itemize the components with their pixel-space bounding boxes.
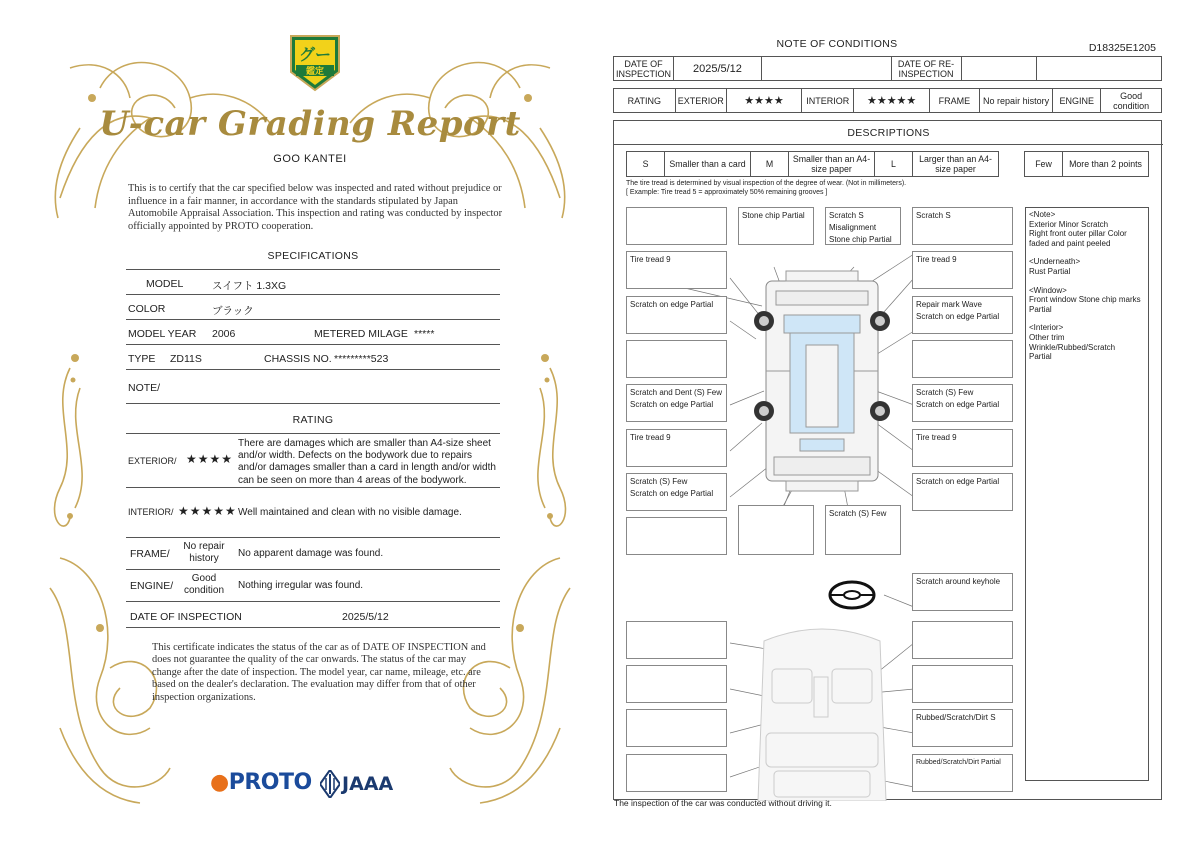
spec-row-note (126, 370, 500, 404)
exterior-label: EXTERIOR (675, 89, 726, 113)
legend-l-desc: Larger than an A4-size paper (913, 152, 999, 177)
interior-box-empty (912, 621, 1013, 659)
engine-label: ENGINE/ (130, 580, 174, 592)
damage-box-right-edge: Scratch on edge Partial (912, 473, 1013, 511)
certificate-intro: This is to certify that the car specified below was inspected and rated without prejudice or influence in a fair manner, in accordance with the standards stipulated by Japan Automobile Appraisal Association. This inspection and rating was conducted by inspector officially appointed by PROTO cooperation. (128, 183, 503, 232)
report-subtitle: GOO KANTEI (273, 153, 347, 165)
rating-divider (126, 418, 500, 434)
goo-kantei-badge-icon (287, 32, 343, 94)
interior-label: INTERIOR (802, 89, 854, 113)
underneath-section (1029, 257, 1145, 276)
metered-mileage-value: ***** (414, 328, 435, 340)
underneath-heading: <Underneath> (1029, 257, 1081, 267)
interior-box-rubbed-1: Rubbed/Scratch/Dirt S (912, 709, 1013, 747)
damage-box-empty (912, 340, 1013, 378)
interior-box-empty (626, 754, 727, 792)
engine-value: Good condition (1101, 89, 1162, 113)
note-title: NOTE OF CONDITIONS (776, 38, 898, 50)
date-of-inspection-label: DATE OF INSPECTION (130, 611, 242, 623)
steering-wheel-icon (830, 582, 874, 608)
legend-m-desc: Smaller than an A4-size paper (789, 152, 875, 177)
damage-box-left-rear-tire: Tire tread 9 (626, 429, 727, 467)
legend-m: M (751, 152, 789, 177)
damage-box-empty (626, 517, 727, 555)
interior-box-rubbed-2: Rubbed/Scratch/Dirt Partial (912, 754, 1013, 792)
spec-row-year (126, 320, 500, 345)
exterior-stars: ★★★★ (726, 89, 802, 113)
exterior-stars: ★★★★ (186, 452, 234, 466)
inspection-dates-table (613, 56, 1162, 81)
inspection-disclaimer: The inspection of the car was conducted without driving it. (614, 798, 832, 808)
date-inspection-value: 2025/5/12 (674, 57, 762, 81)
date-inspection-label: DATE OF INSPECTION (614, 57, 674, 81)
legend-few-desc: More than 2 points (1063, 152, 1149, 177)
note-label: NOTE/ (128, 382, 161, 394)
frame-value: No repair history (183, 541, 225, 565)
interior-box-empty (626, 621, 727, 659)
frame-description: No apparent damage was found. (238, 548, 384, 559)
type-label: TYPE (128, 353, 156, 365)
engine-label: ENGINE (1053, 89, 1101, 113)
exterior-description: There are damages which are smaller than A4-size sheet and/or width. Defects on the bodywork due to repairs and/or damages smaller than a card in length and/or width can be seen on more than 4 areas of the bodywork. (238, 438, 496, 486)
note-heading: <Note> (1029, 210, 1056, 219)
interior-label: INTERIOR/ (128, 507, 174, 517)
note-of-conditions (610, 34, 1164, 814)
engine-description: Nothing irregular was found. (238, 580, 364, 591)
model-value: スイフト 1.3XG (212, 280, 287, 292)
spec-row-type (126, 345, 500, 370)
tire-line-2: [ Example: Tire tread 5 = approximately 50% remaining grooves ] (626, 189, 828, 196)
interior-section (1029, 323, 1145, 361)
interior-heading: <Interior> (1029, 323, 1064, 333)
damage-box-empty (738, 505, 814, 555)
damage-box-top-mid: Stone chip Partial (738, 207, 814, 245)
date-reinspection-value (961, 57, 1037, 81)
damage-box-right-repair: Repair mark Wave Scratch on edge Partial (912, 296, 1013, 334)
damage-box-left-edge: Scratch on edge Partial (626, 296, 727, 334)
date-of-inspection-value: 2025/5/12 (342, 611, 389, 623)
damage-box-left-front-tire: Tire tread 9 (626, 251, 727, 289)
window-body: Front window Stone chip marks Partial (1029, 295, 1141, 314)
damage-box-top-right: Scratch S Misalignment Stone chip Partial (825, 207, 901, 245)
certificate-footer: This certificate indicates the status of the car as of DATE OF INSPECTION and does not guarantee the quality of the car onwards. The status of the car may change after the date of inspection. The model year, car name, mileage, etc. are based on the dealer's declaration. The evaluation may differ from that of other inspection organizations. (152, 642, 486, 703)
chassis-label: CHASSIS NO. (264, 353, 332, 365)
interior-body: Other trim Wrinkle/Rubbed/Scratch Partial (1029, 332, 1116, 362)
rating-row-date (126, 602, 500, 628)
underneath-body: Rust Partial (1029, 266, 1071, 276)
spec-divider (126, 252, 500, 270)
frame-label: FRAME (930, 89, 980, 113)
damage-box-empty (626, 340, 727, 378)
date-reinspection-label: DATE OF RE-INSPECTION (891, 57, 961, 81)
spec-row-color (126, 295, 500, 320)
type-value: ZD11S (170, 353, 202, 365)
window-heading: <Window> (1029, 285, 1067, 295)
legend-s: S (627, 152, 665, 177)
legend-l: L (875, 152, 913, 177)
damage-box-right-front-tire: Tire tread 9 (912, 251, 1013, 289)
damage-box-bottom-mid: Scratch (S) Few (825, 505, 901, 555)
rating-title: RATING (292, 414, 334, 426)
rating-summary-table (613, 88, 1162, 113)
color-value: ブラック (212, 305, 254, 317)
proto-logo: ●PROTO (210, 770, 312, 795)
color-label: COLOR (128, 303, 166, 315)
note-section (1029, 210, 1145, 248)
spec-row-model (126, 270, 500, 295)
svg-text:鑑定: 鑑定 (305, 67, 325, 77)
notes-column (1025, 207, 1149, 781)
interior-box-empty (912, 665, 1013, 703)
rating-row-frame (126, 538, 500, 570)
damage-box-right-rear-tire: Tire tread 9 (912, 429, 1013, 467)
specifications-title: SPECIFICATIONS (267, 250, 359, 262)
car-interior-view-icon (758, 629, 886, 801)
rating-row-interior (126, 488, 500, 538)
empty-cell (1037, 57, 1162, 81)
damage-box-left-scratch: Scratch (S) Few Scratch on edge Partial (626, 473, 727, 511)
note-body: Exterior Minor Scratch Right front outer pillar Color faded and paint peeled (1029, 219, 1127, 248)
exterior-label: EXTERIOR/ (128, 456, 177, 466)
descriptions-panel (613, 120, 1162, 800)
report-title: U-car Grading Report (99, 104, 521, 144)
tire-line-1: The tire tread is determined by visual inspection of the degree of wear. (Not in millimeters). (626, 180, 907, 187)
descriptions-title: DESCRIPTIONS (614, 121, 1163, 145)
model-label: MODEL (146, 278, 184, 290)
empty-cell (761, 57, 891, 81)
legend-few: Few (1025, 152, 1063, 177)
damage-box-right-scratch: Scratch (S) Few Scratch on edge Partial (912, 384, 1013, 422)
damage-box-empty (626, 207, 727, 245)
note-id: D18325E1205 (1088, 42, 1156, 54)
chassis-value: *********523 (334, 353, 389, 365)
damage-box-keyhole: Scratch around keyhole (912, 573, 1013, 611)
jaaa-logo-mark-icon (320, 770, 340, 798)
interior-box-empty (626, 709, 727, 747)
legend-s-desc: Smaller than a card (665, 152, 751, 177)
interior-description: Well maintained and clean with no visible damage. (238, 507, 462, 518)
interior-stars: ★★★★★ (854, 89, 930, 113)
engine-value: Good condition (183, 573, 225, 597)
damage-box-left-dent: Scratch and Dent (S) Few Scratch on edge Partial (626, 384, 727, 422)
frame-value: No repair history (979, 89, 1052, 113)
few-legend (1024, 151, 1149, 177)
logos (210, 768, 430, 802)
interior-box-empty (626, 665, 727, 703)
model-year-value: 2006 (212, 328, 236, 340)
damage-box-top-far-right: Scratch S (912, 207, 1013, 245)
frame-label: FRAME/ (130, 548, 170, 560)
car-top-view-icon (754, 271, 890, 491)
rating-label: RATING (614, 89, 676, 113)
model-year-label: MODEL YEAR (128, 328, 197, 340)
grading-certificate (40, 28, 580, 828)
rating-row-engine (126, 570, 500, 602)
svg-text:グー: グー (298, 45, 332, 64)
interior-stars: ★★★★★ (178, 504, 237, 518)
window-section (1029, 286, 1145, 315)
proto-logo-mark-icon: ● (210, 770, 229, 795)
metered-mileage-label: METERED MILAGE (314, 328, 408, 340)
jaaa-logo: JAAA (342, 773, 394, 795)
rating-row-exterior (126, 434, 500, 488)
